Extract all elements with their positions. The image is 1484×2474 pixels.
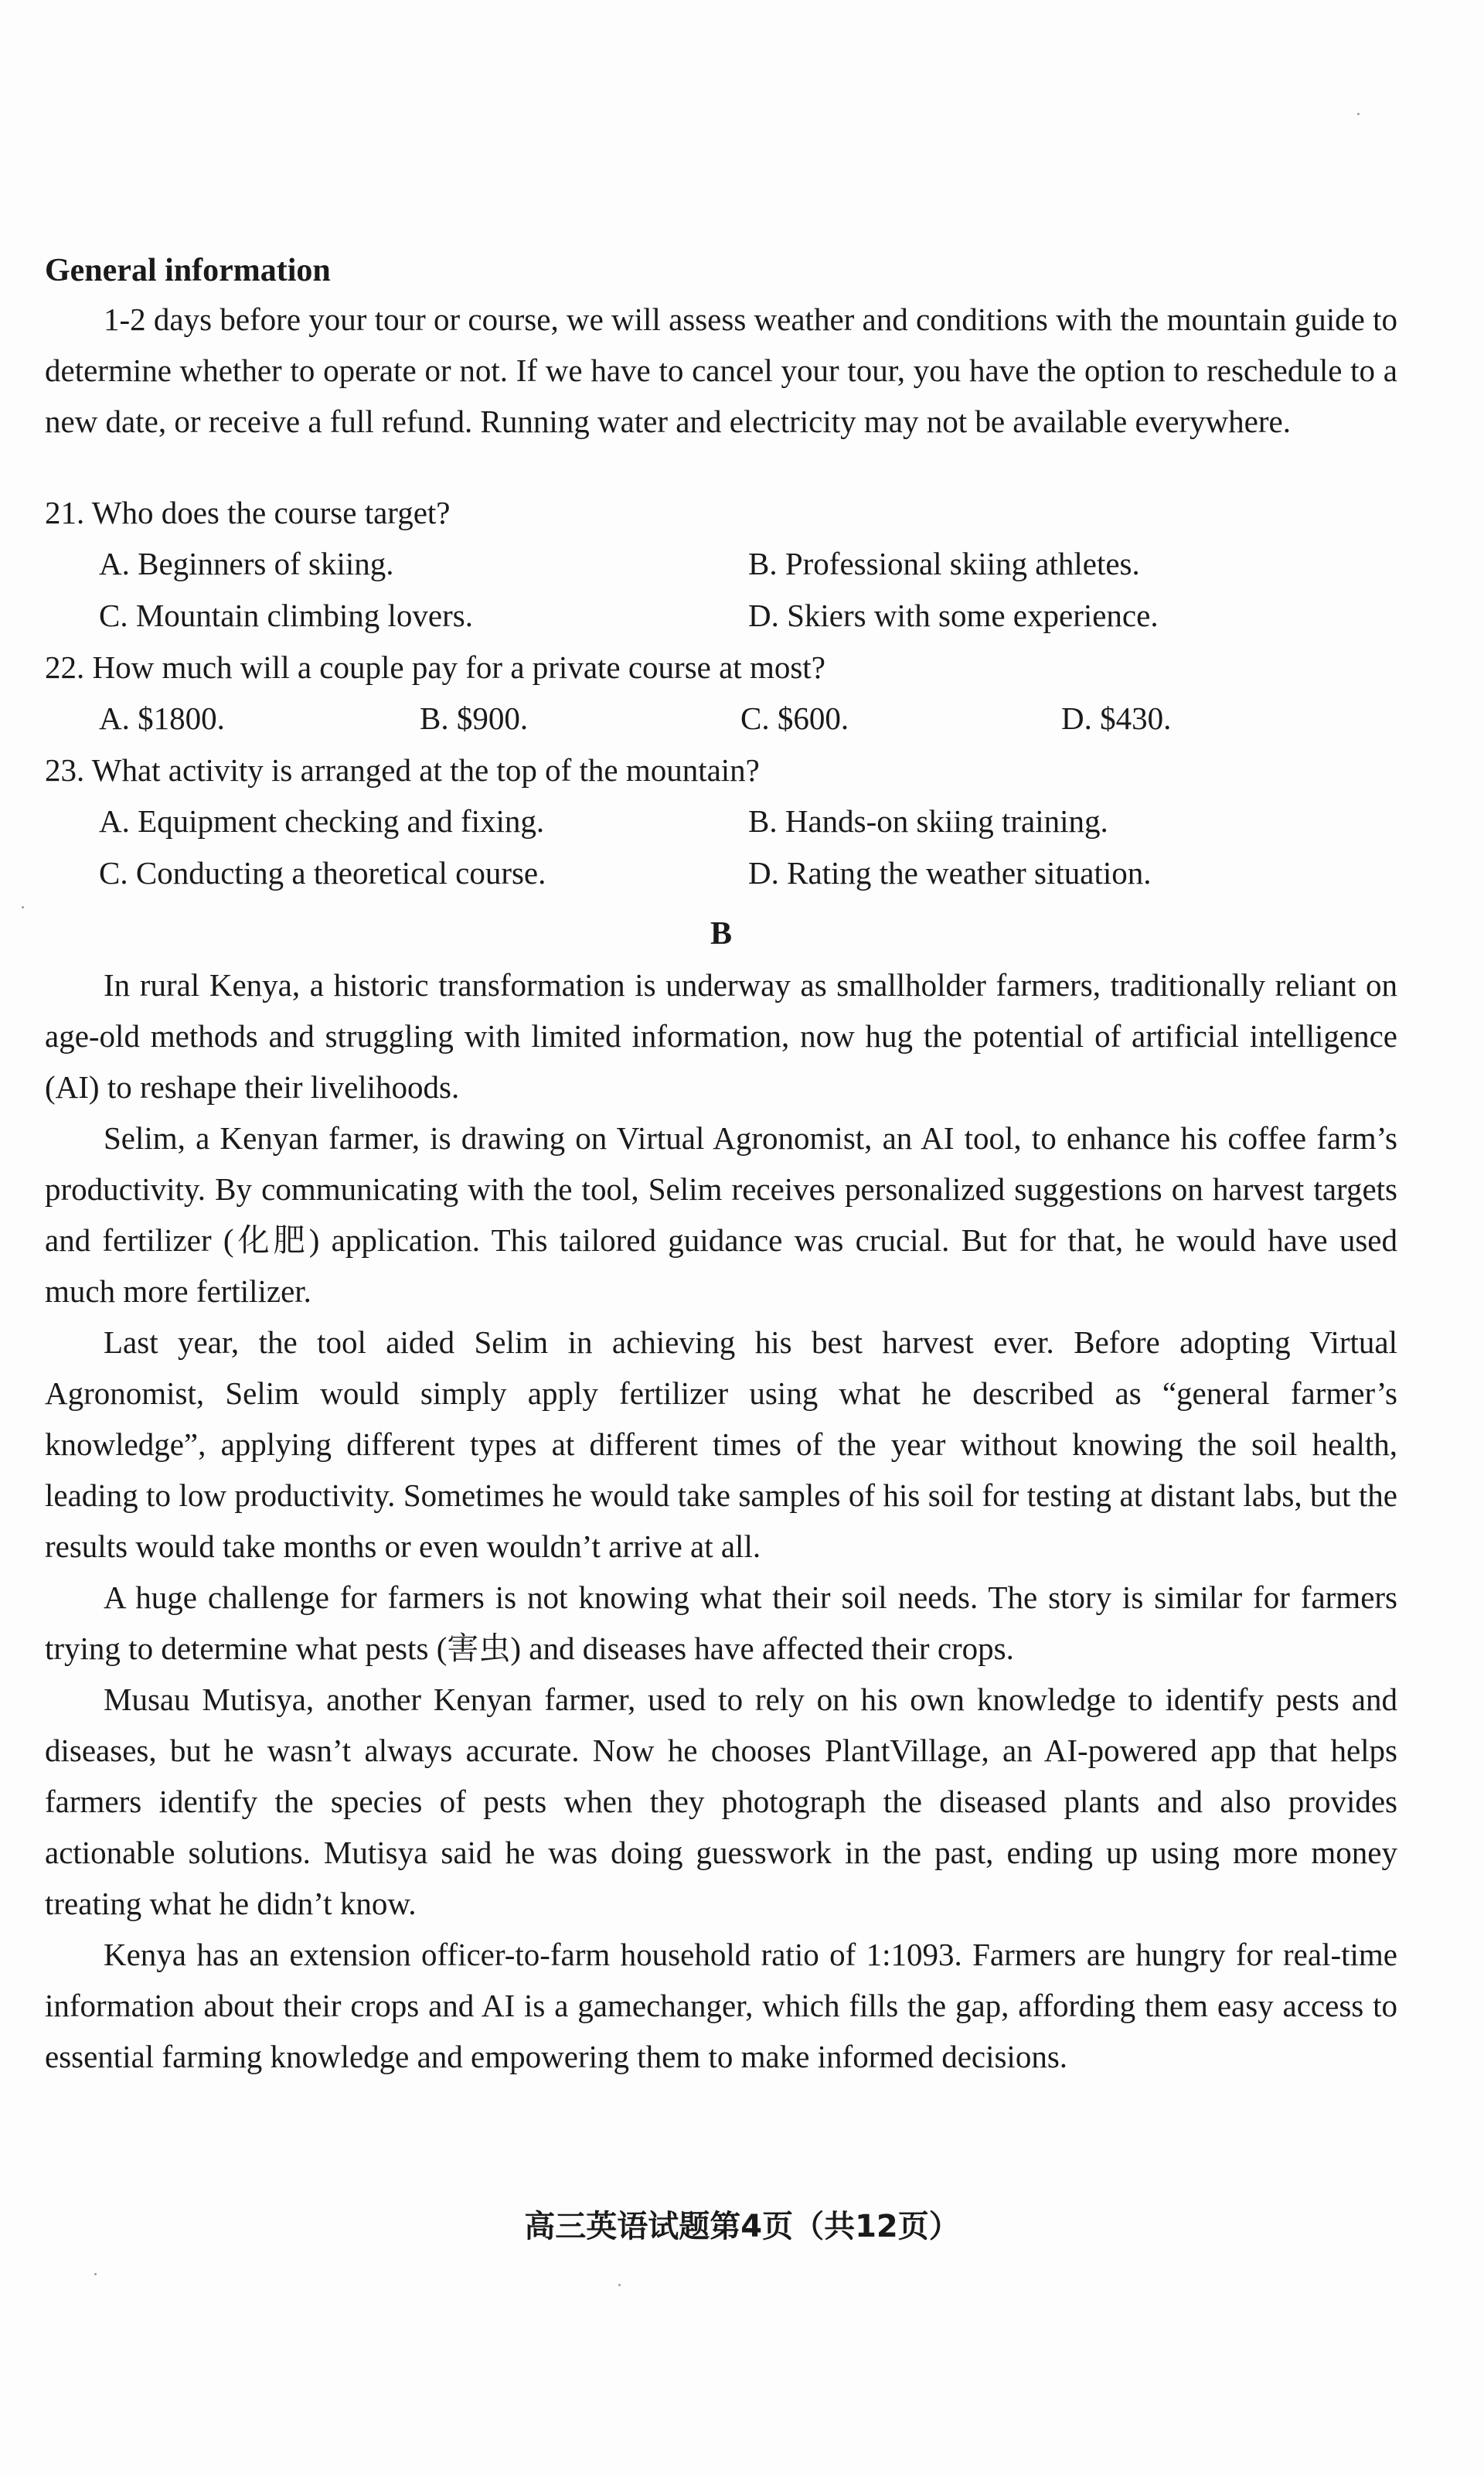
options-row: [45, 538, 1397, 590]
option-c: C. $600.: [740, 700, 849, 736]
question-21: [45, 487, 1397, 642]
passage-paragraph: In rural Kenya, a historic transformation is underway as smallholder farmers, traditionally reliant on age-old methods and struggling with limited information, now hug the potential of artificial intelligence (AI) to reshape their livelihoods.: [45, 967, 1397, 1105]
scan-speck: [1357, 113, 1360, 115]
general-info-paragraph: 1-2 days before your tour or course, we will assess weather and conditions with the mountain guide to determine whether to operate or not. If we have to cancel your tour, you have the option to reschedule to a new date, or receive a full refund. Running water and electricity may not be available everywhere.: [45, 302, 1397, 439]
section-heading-general: General information: [45, 253, 331, 288]
passage-letter: B: [710, 916, 732, 952]
question-22: [45, 642, 1397, 745]
page-content: [45, 247, 1397, 2082]
question-23: [45, 745, 1397, 899]
passage-paragraph: Musau Mutisya, another Kenyan farmer, used to rely on his own knowledge to identify pests and diseases, but he wasn’t always accurate. Now he chooses PlantVillage, an AI-powered app that helps farmers identify the species of pests when they photograph the diseased plants and also provides actionable solutions. Mutisya said he was doing guesswork in the past, ending up using more money treating what he didn’t know.: [45, 1682, 1397, 1921]
question-stem: 21. Who does the course target?: [45, 495, 451, 530]
scan-speck: [94, 2273, 97, 2275]
scan-speck: [22, 906, 24, 908]
question-stem: 23. What activity is arranged at the top of the mountain?: [45, 752, 760, 788]
options-row: [45, 693, 1397, 745]
option-c: C. Conducting a theoretical course.: [99, 855, 546, 891]
passage-b: [45, 959, 1397, 2082]
option-d: D. $430.: [1061, 700, 1172, 736]
options-row: [45, 590, 1397, 642]
passage-paragraph: A huge challenge for farmers is not knowing what their soil needs. The story is similar for farmers trying to determine what pests (害虫) and diseases have affected their crops.: [45, 1579, 1397, 1666]
option-d: D. Skiers with some experience.: [748, 598, 1159, 633]
option-b: B. Professional skiing athletes.: [748, 546, 1140, 581]
option-a: A. $1800.: [99, 700, 225, 736]
scan-speck: [618, 2284, 621, 2286]
passage-paragraph: Selim, a Kenyan farmer, is drawing on Virtual Agronomist, an AI tool, to enhance his coffee farm’s productivity. By communicating with the tool, Selim receives personalized suggestions on harvest targets and fertilizer (化肥) application. This tailored guidance was crucial. But for that, he would have used much more fertilizer.: [45, 1120, 1397, 1309]
option-b: B. Hands-on skiing training.: [748, 803, 1108, 839]
passage-paragraph: Last year, the tool aided Selim in achieving his best harvest ever. Before adopting Virtual Agronomist, Selim would simply apply fertilizer using what he described as “general farmer’s knowledge”, applying different types at different times of the year without knowing the soil health, leading to low productivity. Sometimes he would take samples of his soil for testing at distant labs, but the results would take months or even wouldn’t arrive at all.: [45, 1324, 1397, 1564]
option-a: A. Equipment checking and fixing.: [99, 803, 545, 839]
question-stem: 22. How much will a couple pay for a private course at most?: [45, 649, 825, 685]
page-footer: 高三英语试题第4页（共12页）: [524, 2209, 960, 2244]
passage-paragraph: Kenya has an extension officer-to-farm household ratio of 1:1093. Farmers are hungry for real-time information about their crops and AI is a gamechanger, which fills the gap, affording them easy access to essential farming knowledge and empowering them to make informed decisions.: [45, 1937, 1397, 2074]
questions-block: [45, 487, 1397, 899]
option-a: A. Beginners of skiing.: [99, 546, 394, 581]
option-b: B. $900.: [420, 700, 529, 736]
options-row: [45, 847, 1397, 899]
option-c: C. Mountain climbing lovers.: [99, 598, 473, 633]
option-d: D. Rating the weather situation.: [748, 855, 1152, 891]
options-row: [45, 796, 1397, 847]
